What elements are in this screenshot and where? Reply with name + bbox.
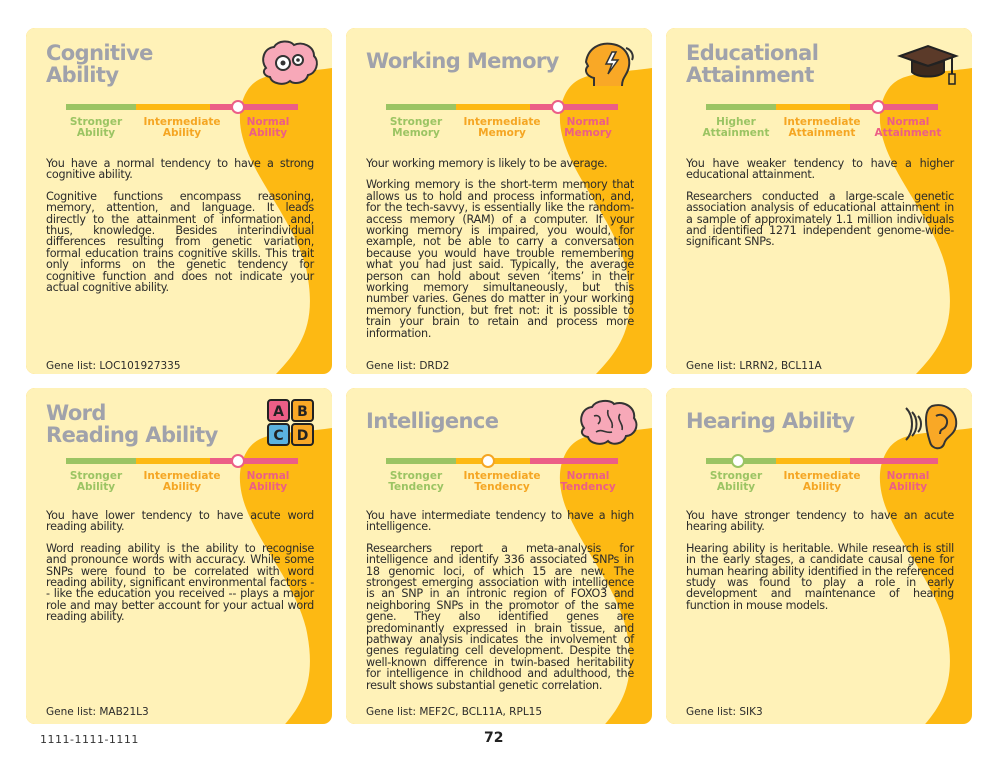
brain-gears-icon [256,38,320,90]
card-title-line: Attainment [686,63,814,87]
scale-labels [376,117,628,139]
scale-marker [551,100,565,114]
trait-card [26,28,332,374]
scale-label-line: Attainment [788,127,856,139]
trait-description: Researchers conducted a large-scale genetic association analysis of educational attainment in a sample of approximately 1.1 million individuals and identified 1271 independent genome-wide-significant SNPs. [686,189,954,249]
block-letter: C [273,428,284,444]
scale-segment-intermediate [136,104,210,110]
gene-list: Gene list: SIK3 [686,706,763,718]
trait-description: Word reading ability is the ability to recognise and pronounce words with accuracy. While some SNPs were found to be correlated with word reading ability, significant environmental factors -- like the education you received -- plays a major role and may better account for your actual word reading ability. [46,541,314,624]
scale-label [228,117,308,139]
card-title [366,50,559,72]
document-id: 1111-1111-1111 [40,733,139,746]
scale-segment-intermediate [776,104,850,110]
scale-segment-normal [210,104,298,110]
result-summary: You have stronger tendency to have an acute hearing ability. [686,509,954,534]
scale-label-line: Ability [76,127,116,139]
scale-label-line: Ability [76,481,116,493]
scale-label [376,471,456,493]
scale-label-line: Ability [888,481,928,493]
abcd-blocks-icon [256,398,320,450]
scale-label [548,471,628,493]
scale-label [462,117,542,139]
scale-marker [871,100,885,114]
scale-label-line: Intermediate [143,116,221,128]
card-title [46,42,153,86]
card-title-line: Hearing Ability [686,409,855,433]
scale-segment-normal [850,458,938,464]
trait-card [346,28,652,374]
scale-label-line: Stronger [389,116,443,128]
scale-label-line: Intermediate [143,470,221,482]
head-lightning-icon [576,38,640,90]
scale-segment-stronger [66,458,136,464]
scale-label-line: Ability [716,481,756,493]
block-letter: D [296,428,309,444]
scale-segment-stronger [386,458,456,464]
gene-list: Gene list: MAB21L3 [46,706,149,718]
scale-labels [376,471,628,493]
scale-label-line: Intermediate [463,116,541,128]
scale-label [142,117,222,139]
trait-description: Cognitive functions encompass reasoning, memory, attention, and language. It leads directly to the attainment of information and, thus, knowledge. Besides interindividual differences resulting from genetic variation, formal education trains cognitive skills. This trait only informs on the genetic tendency for cognitive function and does not indicate your actual cognitive ability. [46,189,314,295]
scale-label [376,117,456,139]
card-title [366,410,498,432]
card-title [46,402,218,446]
ear-icon [896,398,960,450]
scale-segment-normal [850,104,938,110]
scale-labels [56,471,308,493]
scale-marker [231,100,245,114]
scale-label [696,117,776,139]
card-title-line: Intelligence [366,409,499,433]
scale-segment-normal [530,458,618,464]
scale-label-line: Memory [564,127,612,139]
scale-marker [731,454,745,468]
tendency-scale-bar [66,104,298,110]
gene-list: Gene list: MEF2C, BCL11A, RPL15 [366,706,543,718]
scale-label [228,471,308,493]
scale-labels [56,117,308,139]
card-text [46,158,314,303]
trait-card [346,388,652,724]
scale-label [548,117,628,139]
block-letter: A [273,404,284,420]
scale-segment-intermediate [456,104,530,110]
trait-card [666,28,972,374]
result-summary: You have weaker tendency to have a higher educational attainment. [686,157,954,182]
card-title-line: Working Memory [366,49,559,73]
scale-label-line: Ability [162,481,202,493]
tendency-scale-bar [386,104,618,110]
card-title-line: Word [46,401,106,425]
scale-segment-intermediate [776,458,850,464]
scale-label-line: Normal [566,470,610,482]
scale-segment-normal [210,458,298,464]
result-summary: You have lower tendency to have acute word reading ability. [46,509,314,534]
scale-label-line: Intermediate [783,116,861,128]
card-text [366,510,634,701]
scale-label-line: Ability [248,481,288,493]
scale-label-line: Stronger [69,470,123,482]
scale-label-line: Stronger [389,470,443,482]
scale-label-line: Ability [802,481,842,493]
scale-label-line: Intermediate [463,470,541,482]
card-text [366,158,634,349]
scale-label-line: Ability [248,127,288,139]
tendency-scale-bar [706,458,938,464]
tendency-scale-bar [706,104,938,110]
scale-label-line: Ability [162,127,202,139]
scale-marker [231,454,245,468]
scale-label-line: Normal [246,116,290,128]
card-text [686,158,954,258]
trait-card [26,388,332,724]
page-number: 72 [484,730,504,746]
card-text [46,510,314,633]
scale-label-line: Tendency [560,481,616,493]
scale-marker [481,454,495,468]
scale-label-line: Attainment [874,127,942,139]
block-letter: B [297,404,308,420]
scale-segment-stronger [386,104,456,110]
scale-label [142,471,222,493]
tendency-scale-bar [66,458,298,464]
gene-list: Gene list: DRD2 [366,360,450,372]
scale-label-line: Normal [246,470,290,482]
scale-label-line: Stronger [709,470,763,482]
scale-label-line: Tendency [388,481,444,493]
scale-label-line: Higher [716,116,756,128]
card-title [686,410,854,432]
scale-label [462,471,542,493]
scale-segment-stronger [66,104,136,110]
card-title [686,42,818,86]
scale-label-line: Intermediate [783,470,861,482]
card-text [686,510,954,621]
card-title-line: Ability [46,63,119,87]
brain-icon [576,398,640,450]
scale-label [868,117,948,139]
result-summary: You have a normal tendency to have a strong cognitive ability. [46,157,314,182]
scale-label-line: Normal [566,116,610,128]
result-summary: Your working memory is likely to be average. [366,157,608,170]
result-summary: You have intermediate tendency to have a high intelligence. [366,509,634,534]
gene-list: Gene list: LOC101927335 [46,360,181,372]
scale-label [782,471,862,493]
scale-label [56,117,136,139]
scale-label-line: Stronger [69,116,123,128]
scale-label-line: Memory [392,127,440,139]
trait-description: Working memory is the short-term memory that allows us to hold and process information, and, for the tech-savvy, is essentially like the random-access memory (RAM) of a computer. If your working memory is impaired, you would, for example, not be able to carry a conversation because you would have trouble remembering what you had just said. Typically, the average person can hold about seven ‘items’ in their working memory simultaneously, but this number varies. Genes do matter in your working memory function, but fret not: it is possible to train your brain to retain and process more information. [366,178,634,340]
scale-label [782,117,862,139]
scale-labels [696,471,948,493]
scale-label-line: Attainment [702,127,770,139]
gene-list: Gene list: LRRN2, BCL11A [686,360,822,372]
card-title-line: Reading Ability [46,423,218,447]
tendency-scale-bar [386,458,618,464]
card-title-line: Educational [686,41,819,65]
scale-label-line: Normal [886,116,930,128]
scale-labels [696,117,948,139]
scale-segment-normal [530,104,618,110]
trait-description: Hearing ability is heritable. While research is still in the early stages, a candidate causal gene for human hearing ability identified in the referenced study was found to play a role in early development and maintenance of hearing function in mouse models. [686,541,954,612]
scale-label [56,471,136,493]
graduation-cap-icon [896,38,960,90]
trait-description: Researchers report a meta-analysis for intelligence and identify 336 associated SNPs in 18 genomic loci, of which 15 are new. The strongest emerging association with intelligence is an SNP in an intronic region of FOXO3 and neighboring SNPs in the promotor of the same gene. They also identified genes are predominantly expressed in brain tissue, and pathway analysis indicates the involvement of genes regulating cell development. Despite the well-known difference in twin-based heritability for intelligence in childhood and adulthood, the result shows substantial genetic correlation. [366,541,634,692]
card-title-line: Cognitive [46,41,153,65]
scale-label [696,471,776,493]
scale-segment-intermediate [136,458,210,464]
scale-label-line: Tendency [474,481,530,493]
scale-label [868,471,948,493]
scale-label-line: Normal [886,470,930,482]
scale-segment-stronger [706,104,776,110]
trait-card [666,388,972,724]
scale-label-line: Memory [478,127,526,139]
